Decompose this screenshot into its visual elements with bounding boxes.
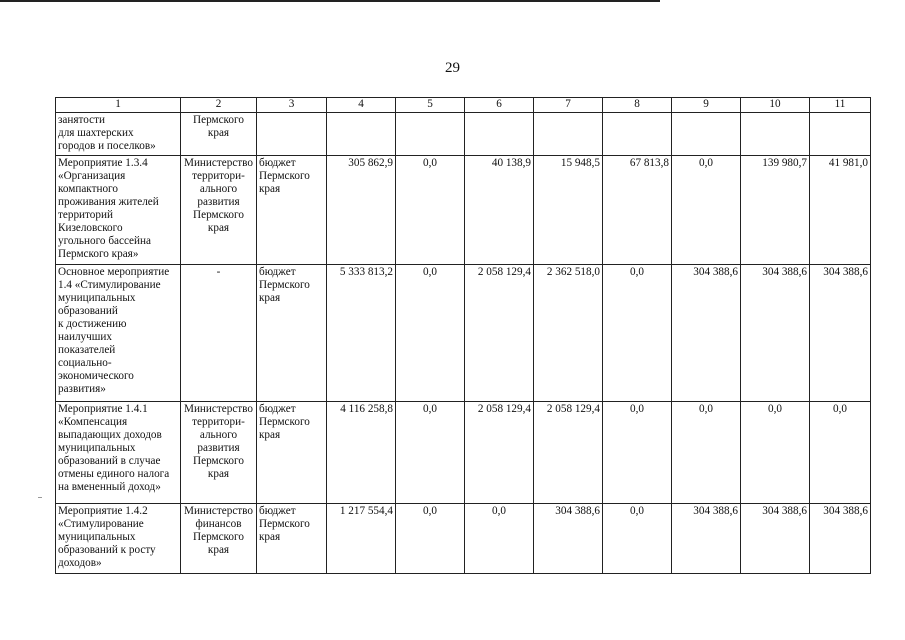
value-cell-col6: 2 058 129,4 (465, 402, 534, 504)
cell-line: края (207, 544, 230, 556)
value-cell-col4: 4 116 258,8 (327, 402, 396, 504)
cell-line: проживания жителей (58, 196, 159, 208)
value-cell-col7: 2 058 129,4 (534, 402, 603, 504)
value-cell-col5 (396, 113, 465, 156)
cell-line: Министерство (184, 505, 253, 517)
activity-name-cell (56, 113, 181, 156)
value-cell-col5: 0,0 (396, 402, 465, 504)
funding-source-cell (257, 402, 327, 504)
value-cell-col9: 304 388,6 (672, 265, 741, 402)
cell-line: образований (58, 305, 118, 317)
cell-line: к достижению (58, 318, 127, 330)
cell-line: ального (199, 429, 238, 441)
cell-line: - (216, 266, 221, 278)
table-row (56, 504, 871, 574)
cell-line: края (259, 429, 281, 441)
value-cell-col7 (534, 113, 603, 156)
cell-line: Пермского края» (58, 248, 139, 260)
cell-line: наилучших (58, 331, 112, 343)
cell-line: Мероприятие 1.3.4 (58, 157, 148, 169)
cell-line: компактного (58, 183, 118, 195)
cell-line: показателей (58, 344, 116, 356)
cell-line: Мероприятие 1.4.2 (58, 505, 148, 517)
value-cell-col10: 304 388,6 (741, 265, 810, 402)
cell-line: «Стимулирование (58, 518, 144, 530)
value-cell-col6: 40 138,9 (465, 156, 534, 265)
header-cell-10: 10 (741, 98, 810, 113)
cell-line: муниципальных (58, 442, 136, 454)
value-cell-col11: 304 388,6 (810, 504, 871, 574)
header-cell-8: 8 (603, 98, 672, 113)
cell-line: края (207, 468, 230, 480)
cell-line: Мероприятие 1.4.1 (58, 403, 148, 415)
cell-line: Пермского (259, 170, 310, 182)
cell-line: края (259, 183, 281, 195)
value-cell-col9 (672, 113, 741, 156)
cell-line: Основное мероприятие (58, 266, 170, 278)
cell-line: образований к росту (58, 544, 156, 556)
activity-name-cell (56, 402, 181, 504)
cell-line: бюджет (259, 505, 296, 517)
cell-line: Пермского (259, 416, 310, 428)
cell-line: развития (197, 442, 240, 454)
funding-source-cell (257, 156, 327, 265)
cell-line: Пермского (193, 209, 244, 221)
cell-line: территорий (58, 209, 113, 221)
header-cell-3: 3 (257, 98, 327, 113)
top-border-line (0, 0, 660, 2)
cell-line: городов и поселков» (58, 140, 156, 152)
header-cell-1: 1 (56, 98, 181, 113)
value-cell-col4: 1 217 554,4 (327, 504, 396, 574)
value-cell-col4: 305 862,9 (327, 156, 396, 265)
cell-line: для шахтерских (58, 127, 134, 139)
value-cell-col11: 0,0 (810, 402, 871, 504)
margin-mark (38, 497, 42, 498)
value-cell-col8: 67 813,8 (603, 156, 672, 265)
cell-line: Пермского (259, 518, 310, 530)
cell-line: развития» (58, 383, 106, 395)
header-cell-4: 4 (327, 98, 396, 113)
funding-source-cell (257, 113, 327, 156)
table-row (56, 156, 871, 265)
activity-name-cell (56, 265, 181, 402)
cell-line: края (207, 222, 230, 234)
table-row (56, 113, 871, 156)
cell-line: бюджет (259, 266, 296, 278)
responsible-executor-cell (181, 156, 257, 265)
cell-line: бюджет (259, 403, 296, 415)
header-cell-9: 9 (672, 98, 741, 113)
table-row (56, 402, 871, 504)
value-cell-col6: 0,0 (465, 504, 534, 574)
cell-line: территори- (192, 170, 245, 182)
cell-line: на вмененный доход» (58, 481, 161, 493)
header-cell-5: 5 (396, 98, 465, 113)
funding-source-cell (257, 265, 327, 402)
cell-line: Пермского (193, 531, 244, 543)
table-row (56, 265, 871, 402)
cell-line: муниципальных (58, 292, 136, 304)
header-cell-2: 2 (181, 98, 257, 113)
responsible-executor-cell (181, 504, 257, 574)
cell-line: занятости (58, 114, 105, 126)
cell-line: Министерство (184, 157, 253, 169)
cell-line: выпадающих доходов (58, 429, 162, 441)
value-cell-col10: 304 388,6 (741, 504, 810, 574)
cell-line: доходов» (58, 557, 102, 569)
cell-line: экономического (58, 370, 134, 382)
cell-line: Пермского (259, 279, 310, 291)
cell-line: бюджет (259, 157, 296, 169)
value-cell-col11 (810, 113, 871, 156)
cell-line: Пермского (193, 455, 244, 467)
cell-line: муниципальных (58, 531, 136, 543)
activity-name-cell (56, 504, 181, 574)
cell-line: ального (199, 183, 238, 195)
cell-line: Кизеловского (58, 222, 123, 234)
cell-line: «Компенсация (58, 416, 128, 428)
cell-line: развития (197, 196, 240, 208)
value-cell-col7: 15 948,5 (534, 156, 603, 265)
value-cell-col8: 0,0 (603, 504, 672, 574)
budget-table (55, 97, 871, 574)
table-header-row (56, 98, 871, 113)
value-cell-col4 (327, 113, 396, 156)
value-cell-col7: 2 362 518,0 (534, 265, 603, 402)
cell-line: 1.4 «Стимулирование (58, 279, 161, 291)
value-cell-col4: 5 333 813,2 (327, 265, 396, 402)
value-cell-col5: 0,0 (396, 504, 465, 574)
value-cell-col10 (741, 113, 810, 156)
cell-line: финансов (195, 518, 242, 530)
responsible-executor-cell (181, 113, 257, 156)
value-cell-col7: 304 388,6 (534, 504, 603, 574)
value-cell-col8: 0,0 (603, 265, 672, 402)
header-cell-7: 7 (534, 98, 603, 113)
value-cell-col6: 2 058 129,4 (465, 265, 534, 402)
value-cell-col9: 304 388,6 (672, 504, 741, 574)
value-cell-col9: 0,0 (672, 402, 741, 504)
value-cell-col9: 0,0 (672, 156, 741, 265)
value-cell-col5: 0,0 (396, 156, 465, 265)
cell-line: территори- (192, 416, 245, 428)
cell-line: Министерство (184, 403, 253, 415)
value-cell-col5: 0,0 (396, 265, 465, 402)
value-cell-col11: 41 981,0 (810, 156, 871, 265)
cell-line: социально- (58, 357, 112, 369)
value-cell-col6 (465, 113, 534, 156)
cell-line: «Организация (58, 170, 126, 182)
responsible-executor-cell (181, 402, 257, 504)
value-cell-col8 (603, 113, 672, 156)
header-cell-6: 6 (465, 98, 534, 113)
header-cell-11: 11 (810, 98, 871, 113)
cell-line: Пермского (193, 114, 244, 126)
page-number: 29 (445, 60, 460, 76)
value-cell-col11: 304 388,6 (810, 265, 871, 402)
value-cell-col10: 0,0 (741, 402, 810, 504)
cell-line: края (259, 292, 281, 304)
cell-line: края (259, 531, 281, 543)
funding-source-cell (257, 504, 327, 574)
responsible-executor-cell (181, 265, 257, 402)
activity-name-cell (56, 156, 181, 265)
cell-line: образований в случае (58, 455, 161, 467)
cell-line: отмены единого налога (58, 468, 170, 480)
cell-line: края (207, 127, 230, 139)
cell-line: угольного бассейна (58, 235, 151, 247)
value-cell-col10: 139 980,7 (741, 156, 810, 265)
value-cell-col8: 0,0 (603, 402, 672, 504)
